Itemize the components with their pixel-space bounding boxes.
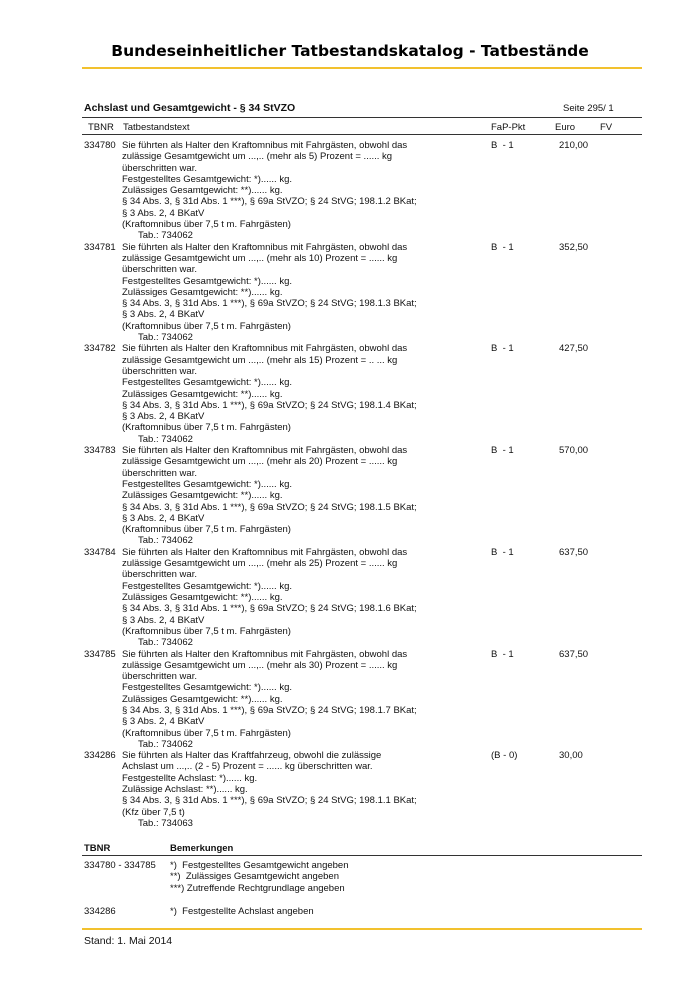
entry-euro: 352,50 — [559, 241, 589, 253]
entry-text — [122, 445, 442, 547]
entry-line: (Kraftomnibus über 7,5 t m. Fahrgästen) — [122, 625, 291, 637]
entry-line: Zulässige Achslast: **)...... kg. — [122, 784, 248, 796]
entry-fap-points: B - 1 — [491, 343, 514, 355]
entry-fap-points: (B - 0) — [491, 750, 518, 762]
entry-tbnr: 334782 — [84, 343, 116, 355]
entry-line: Sie führten als Halter den Kraftomnibus mit Fahrgästen, obwohl das — [122, 140, 408, 151]
entry-line: Sie führten als Halter den Kraftomnibus mit Fahrgästen, obwohl das — [122, 546, 408, 558]
entry-line: § 34 Abs. 3, § 31d Abs. 1 ***), § 69a StVZO; § 24 StVG; 198.1.2 BKat; — [122, 196, 417, 208]
entry-tbnr: 334783 — [84, 445, 116, 457]
entry-fap-points: B - 1 — [491, 445, 514, 457]
entry-line: Sie führten als Halter den Kraftomnibus mit Fahrgästen, obwohl das — [122, 241, 408, 253]
entry-fap-points: B - 1 — [491, 140, 514, 151]
entry-line: § 3 Abs. 2, 4 BKatV — [122, 716, 205, 728]
remark-line: **) Zulässiges Gesamtgewicht angeben — [170, 871, 339, 883]
entry-euro: 570,00 — [559, 445, 589, 457]
column-header-fap: FaP-Pkt — [491, 122, 526, 133]
entry-fap-points: B - 1 — [491, 241, 514, 253]
entry-line: Sie führten als Halter den Kraftomnibus mit Fahrgästen, obwohl das — [122, 445, 408, 457]
entry-tab-ref: Tab.: 734062 — [138, 433, 193, 445]
entry-line: Festgestelltes Gesamtgewicht: *)...... kg. — [122, 173, 293, 185]
remarks-rule — [82, 855, 642, 856]
entry-line: § 34 Abs. 3, § 31d Abs. 1 ***), § 69a StVZO; § 24 StVG; 198.1.6 BKat; — [122, 603, 417, 615]
entry-line: Sie führten als Halter das Kraftfahrzeug, obwohl die zulässige — [122, 750, 382, 762]
entry-line: überschritten war. — [122, 264, 197, 276]
entry-line: § 3 Abs. 2, 4 BKatV — [122, 411, 205, 423]
entry-euro: 637,50 — [559, 546, 589, 558]
entry-tbnr: 334780 — [84, 140, 116, 151]
entry-tab-ref: Tab.: 734062 — [138, 230, 193, 242]
entry-line: § 3 Abs. 2, 4 BKatV — [122, 309, 205, 321]
entry-line: § 3 Abs. 2, 4 BKatV — [122, 614, 205, 626]
entry-line: (Kraftomnibus über 7,5 t m. Fahrgästen) — [122, 524, 291, 536]
entry-line: Sie führten als Halter den Kraftomnibus mit Fahrgästen, obwohl das — [122, 648, 408, 660]
entry-text — [122, 140, 442, 242]
entry-line: Festgestelltes Gesamtgewicht: *)...... kg. — [122, 682, 293, 694]
entry-text — [122, 343, 442, 445]
entry-euro: 210,00 — [559, 140, 589, 151]
table-header-rule — [82, 134, 642, 135]
entry-line: § 34 Abs. 3, § 31d Abs. 1 ***), § 69a StVZO; § 24 StVG; 198.1.7 BKat; — [122, 704, 417, 716]
column-header-text: Tatbestandstext — [123, 122, 190, 133]
entry-tbnr: 334781 — [84, 241, 116, 253]
entry-line: Zulässiges Gesamtgewicht: **)...... kg. — [122, 388, 283, 400]
entry-line: § 3 Abs. 2, 4 BKatV — [122, 207, 205, 219]
entry-text — [122, 242, 442, 344]
remark-text — [170, 860, 348, 894]
entry-line: (Kfz über 7,5 t) — [122, 806, 185, 818]
entry-line: § 3 Abs. 2, 4 BKatV — [122, 512, 205, 524]
entry-text — [122, 547, 442, 649]
entry-fap-points: B - 1 — [491, 546, 514, 558]
entry-line: Festgestelltes Gesamtgewicht: *)...... kg. — [122, 580, 293, 592]
entry-tab-ref: Tab.: 734062 — [138, 332, 193, 344]
footer-stand: Stand: 1. Mai 2014 — [84, 935, 173, 947]
remarks-header: Bemerkungen — [170, 843, 234, 854]
entry-tab-ref: Tab.: 734062 — [138, 637, 193, 649]
entry-line: überschritten war. — [122, 467, 197, 479]
entry-tab-ref: Tab.: 734063 — [138, 817, 193, 829]
entry-text — [122, 649, 442, 751]
footer-rule — [82, 928, 642, 930]
remarks-tbnr-header: TBNR — [84, 843, 111, 854]
entry-line: § 34 Abs. 3, § 31d Abs. 1 ***), § 69a StVZO; § 24 StVG; 198.1.5 BKat; — [122, 501, 417, 513]
entry-line: Zulässiges Gesamtgewicht: **)...... kg. — [122, 286, 283, 298]
entry-line: überschritten war. — [122, 569, 197, 581]
page-title: Bundeseinheitlicher Tatbestandskatalog - Tatbestände — [111, 42, 589, 60]
remark-text — [170, 906, 314, 917]
entry-line: zulässige Gesamtgewicht um ...,.. (mehr als 25) Prozent = ...... kg — [122, 558, 398, 570]
entry-line: Festgestelltes Gesamtgewicht: *)...... kg. — [122, 377, 293, 389]
entry-line: Festgestelltes Gesamtgewicht: *)...... kg. — [122, 478, 293, 490]
entry-line: Zulässiges Gesamtgewicht: **)...... kg. — [122, 185, 283, 197]
column-header-fv: FV — [600, 122, 613, 133]
table-top-rule — [82, 117, 642, 118]
entry-tbnr: 334286 — [84, 750, 116, 762]
entry-line: (Kraftomnibus über 7,5 t m. Fahrgästen) — [122, 727, 291, 739]
remark-line: *) Festgestelltes Gesamtgewicht angeben — [170, 860, 349, 871]
column-header-tbnr: TBNR — [88, 122, 114, 133]
entry-line: Sie führten als Halter den Kraftomnibus mit Fahrgästen, obwohl das — [122, 343, 408, 355]
entry-line: (Kraftomnibus über 7,5 t m. Fahrgästen) — [122, 320, 291, 332]
entry-line: Festgestelltes Gesamtgewicht: *)...... kg. — [122, 275, 293, 287]
entry-line: § 34 Abs. 3, § 31d Abs. 1 ***), § 69a StVZO; § 24 StVG; 198.1.1 BKat; — [122, 795, 417, 807]
entry-line: Zulässiges Gesamtgewicht: **)...... kg. — [122, 693, 283, 705]
entry-line: zulässige Gesamtgewicht um ...,.. (mehr als 30) Prozent = ...... kg — [122, 659, 398, 671]
entry-line: (Kraftomnibus über 7,5 t m. Fahrgästen) — [122, 219, 291, 231]
entry-line: zulässige Gesamtgewicht um ...,.. (mehr als 15) Prozent = .. ... kg — [122, 354, 398, 366]
entry-line: (Kraftomnibus über 7,5 t m. Fahrgästen) — [122, 422, 291, 434]
remark-tbnr: 334780 - 334785 — [84, 860, 156, 871]
entry-line: zulässige Gesamtgewicht um ...,.. (mehr als 10) Prozent = ...... kg — [122, 252, 398, 264]
title-rule — [82, 67, 642, 69]
entry-euro: 637,50 — [559, 648, 589, 660]
remark-line: *) Festgestellte Achslast angeben — [170, 906, 314, 917]
entry-tab-ref: Tab.: 734062 — [138, 738, 193, 750]
entry-tbnr: 334784 — [84, 546, 116, 558]
entry-text — [122, 750, 442, 829]
entry-line: § 34 Abs. 3, § 31d Abs. 1 ***), § 69a StVZO; § 24 StVG; 198.1.4 BKat; — [122, 399, 417, 411]
entry-fap-points: B - 1 — [491, 648, 514, 660]
entry-tab-ref: Tab.: 734062 — [138, 535, 193, 547]
entry-line: Zulässiges Gesamtgewicht: **)...... kg. — [122, 591, 283, 603]
page-number: Seite 295/ 1 — [563, 103, 614, 114]
remark-line: ***) Zutreffende Rechtgrundlage angeben — [170, 882, 345, 894]
column-header-euro: Euro — [555, 122, 576, 133]
entry-line: § 34 Abs. 3, § 31d Abs. 1 ***), § 69a StVZO; § 24 StVG; 198.1.3 BKat; — [122, 298, 417, 310]
section-title: Achslast und Gesamtgewicht - § 34 StVZO — [84, 102, 296, 114]
entry-line: überschritten war. — [122, 365, 197, 377]
entry-line: Zulässiges Gesamtgewicht: **)...... kg. — [122, 490, 283, 502]
entry-line: zulässige Gesamtgewicht um ...,.. (mehr als 5) Prozent = ...... kg — [122, 151, 393, 163]
entry-line: zulässige Gesamtgewicht um ...,.. (mehr als 20) Prozent = ...... kg — [122, 456, 398, 468]
entry-euro: 30,00 — [559, 750, 583, 762]
remark-tbnr: 334286 — [84, 906, 116, 917]
entry-line: überschritten war. — [122, 162, 197, 174]
entry-euro: 427,50 — [559, 343, 589, 355]
entry-line: Festgestellte Achslast: *)...... kg. — [122, 772, 258, 784]
entry-tbnr: 334785 — [84, 648, 116, 660]
entry-line: überschritten war. — [122, 671, 197, 683]
entry-line: Achslast um ...,.. (2 - 5) Prozent = ...... kg überschritten war. — [122, 761, 373, 773]
